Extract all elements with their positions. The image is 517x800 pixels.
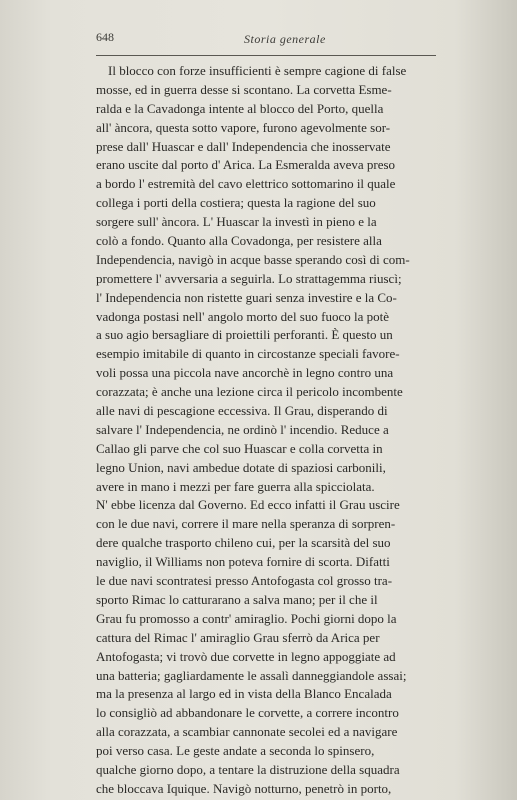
text-line: sporto Rimac lo catturarano a salva mano; per il che il: [96, 591, 378, 607]
text-line: naviglio, il Williams non poteva fornire di scorta. Difatti: [96, 554, 390, 570]
text-line: collega i porti della costiera; questa la ragione del suo: [96, 195, 376, 211]
text-line: sorgere sull' àncora. L' Huascar la investì in pieno e la: [96, 214, 377, 230]
text-line: promettere l' avversaria a seguirla. Lo strattagemma riuscì;: [96, 270, 402, 286]
text-line: una batteria; gagliardamente le assalì danneggiandole assai;: [96, 667, 407, 683]
text-line: ralda e la Cavadonga intente al blocco del Porto, quella: [96, 100, 384, 116]
text-line: Antofogasta; vi trovò due corvette in legno appoggiate ad: [96, 648, 396, 664]
text-line: voli possa una piccola nave ancorchè in legno contro una: [96, 365, 394, 381]
text-line: avere in mano i mezzi per fare guerra alla spicciolata.: [96, 478, 375, 494]
text-line: salvare l' Independencia, ne ordinò l' incendio. Reduce a: [96, 421, 389, 437]
running-title: Storia generale: [244, 32, 326, 46]
text-line: ma la presenza al largo ed in vista della Blanco Encalada: [96, 686, 392, 702]
text-line: poi verso casa. Le geste andate a seconda lo spinsero,: [96, 743, 375, 759]
header-rule: [96, 55, 436, 56]
text-line: qualche giorno dopo, a tentare la distruzione della squadra: [96, 761, 400, 777]
text-line: Independencia, navigò in acque basse sperando così di com-: [96, 251, 410, 267]
body-text: [96, 62, 438, 799]
text-line: corazzata; è anche una lezione circa il pericolo incombente: [96, 384, 403, 400]
text-line: vadonga postasi nell' angolo morto del suo fuoco la potè: [96, 308, 389, 324]
text-line: esempio imitabile di quanto in circostanze speciali favore-: [96, 346, 400, 362]
text-line: all' àncora, questa sotto vapore, furono agevolmente sor-: [96, 119, 391, 135]
page-number: 648: [96, 30, 114, 44]
text-line: a bordo l' estremità del cavo elettrico sottomarino il quale: [96, 176, 396, 192]
text-line: legno Union, navi ambedue dotate di spaziosi carbonili,: [96, 459, 386, 475]
text-line: erano uscite dal porto d' Arica. La Esmeralda aveva preso: [96, 157, 396, 173]
text-line: lo consigliò ad abbandonare le corvette, a correre incontro: [96, 705, 399, 721]
text-line: cattura del Rimac l' amiraglio Grau sferrò da Arica per: [96, 629, 380, 645]
text-line: Il blocco con forze insufficienti è sempre cagione di false: [108, 63, 407, 78]
text-line: dere qualche trasporto chileno cui, per la scarsità del suo: [96, 535, 391, 551]
text-line: alla corazzata, a scambiar cannonate secolei ed a navigare: [96, 724, 398, 740]
text-line: le due navi scontratesi presso Antofogasta col grosso tra-: [96, 573, 393, 589]
text-line: l' Independencia non ristette guari senza investire e la Co-: [96, 289, 397, 305]
text-line: mosse, ed in guerra desse si scontano. La corvetta Esme-: [96, 81, 392, 97]
text-line: alle navi di pescagione eccessiva. Il Grau, disperando di: [96, 403, 388, 419]
text-line: a suo agio bersagliare di proiettili perforanti. È questo un: [96, 327, 393, 343]
text-line: colò a fondo. Quanto alla Covadonga, per resistere alla: [96, 233, 382, 249]
text-line: N' ebbe licenza dal Governo. Ed ecco infatti il Grau uscire: [96, 497, 400, 513]
text-line: Callao gli parve che col suo Huascar e colla corvetta in: [96, 440, 383, 456]
text-line: Grau fu promosso a contr' amiraglio. Pochi giorni dopo la: [96, 610, 397, 626]
text-line: con le due navi, correre il mare nella speranza di sorpren-: [96, 516, 396, 532]
text-line: prese dall' Huascar e dall' Independencia che inosservate: [96, 138, 391, 154]
page-header: [96, 26, 436, 46]
text-line: che bloccava Iquique. Navigò notturno, penetrò in porto,: [96, 780, 392, 796]
